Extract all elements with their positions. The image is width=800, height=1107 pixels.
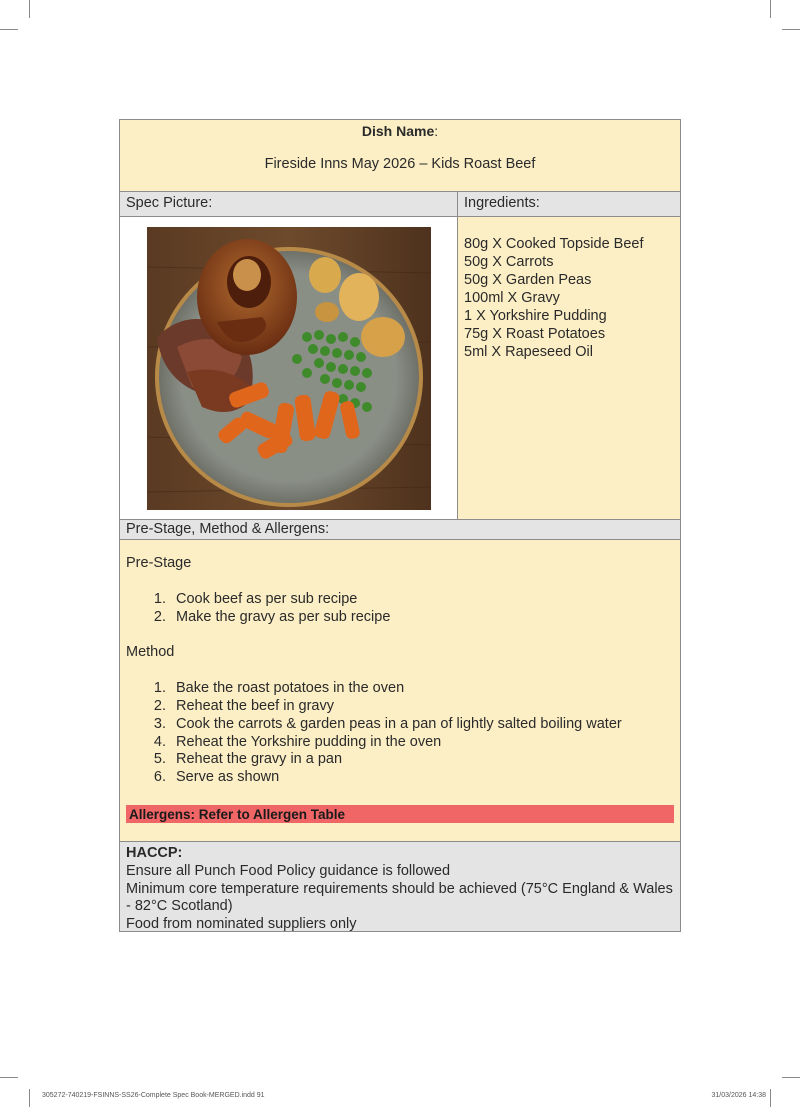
- ingredient-item: 50g X Carrots: [464, 254, 554, 270]
- crop-mark: [0, 29, 18, 30]
- ingredient-item: 100ml X Gravy: [464, 290, 560, 306]
- haccp-line: Ensure all Punch Food Policy guidance is followed: [126, 862, 451, 879]
- allergens-banner: Allergens: Refer to Allergen Table: [126, 805, 674, 823]
- footer-datetime: 31/03/2026 14:38: [711, 1092, 766, 1099]
- ingredient-item: 5ml X Rapeseed Oil: [464, 344, 593, 360]
- prestage-title: Pre-Stage: [126, 555, 192, 571]
- method-header: Pre-Stage, Method & Allergens:: [120, 520, 680, 540]
- crop-mark: [0, 1077, 18, 1078]
- ingredients-list: [458, 217, 680, 519]
- footer-file: 305272-740219-FSINNS-SS26-Complete Spec Book-MERGED.indd 91: [42, 1092, 265, 1099]
- ingredients-header: Ingredients:: [464, 195, 540, 211]
- ingredient-item: 75g X Roast Potatoes: [464, 326, 606, 342]
- crop-mark: [782, 29, 800, 30]
- dish-name-label: Dish Name:: [361, 123, 439, 139]
- ingredient-item: 50g X Garden Peas: [464, 272, 592, 288]
- picture-ingredients-row: [120, 217, 680, 520]
- method-step: 1. Bake the roast potatoes in the oven: [170, 680, 674, 698]
- method-step: 5. Reheat the gravy in a pan: [170, 751, 674, 769]
- crop-mark: [29, 1089, 30, 1107]
- spec-picture-header: Spec Picture:: [120, 192, 458, 216]
- dish-name-section: [120, 120, 680, 192]
- crop-mark: [770, 0, 771, 18]
- haccp-line: Food from nominated suppliers only: [126, 916, 357, 933]
- spec-sheet: [119, 119, 681, 932]
- spec-picture: [120, 217, 458, 519]
- prestage-step: 2. Make the gravy as per sub recipe: [170, 609, 674, 627]
- method-step: 4. Reheat the Yorkshire pudding in the oven: [170, 734, 674, 752]
- ingredient-item: 1 X Yorkshire Pudding: [464, 308, 607, 324]
- method-step: 3. Cook the carrots & garden peas in a pan of lightly salted boiling water: [170, 716, 674, 734]
- method-title: Method: [126, 644, 175, 661]
- dish-photo: [147, 227, 431, 510]
- haccp-line: Minimum core temperature requirements should be achieved (75°C England & Wales - 82°C Scotland): [126, 880, 673, 915]
- header-row: [120, 192, 680, 217]
- prestage-step: 1. Cook beef as per sub recipe: [170, 591, 674, 609]
- haccp-title: HACCP:: [126, 845, 183, 861]
- crop-mark: [29, 0, 30, 18]
- prestage-steps: [126, 591, 674, 627]
- haccp-section: [120, 842, 680, 931]
- crop-mark: [782, 1077, 800, 1078]
- method-steps: [126, 680, 674, 787]
- crop-mark: [770, 1089, 771, 1107]
- method-section: [120, 540, 680, 842]
- dish-name: Fireside Inns May 2026 – Kids Roast Beef: [264, 156, 536, 172]
- method-step: 2. Reheat the beef in gravy: [170, 698, 674, 716]
- method-step: 6. Serve as shown: [170, 769, 674, 787]
- ingredient-item: 80g X Cooked Topside Beef: [464, 236, 644, 252]
